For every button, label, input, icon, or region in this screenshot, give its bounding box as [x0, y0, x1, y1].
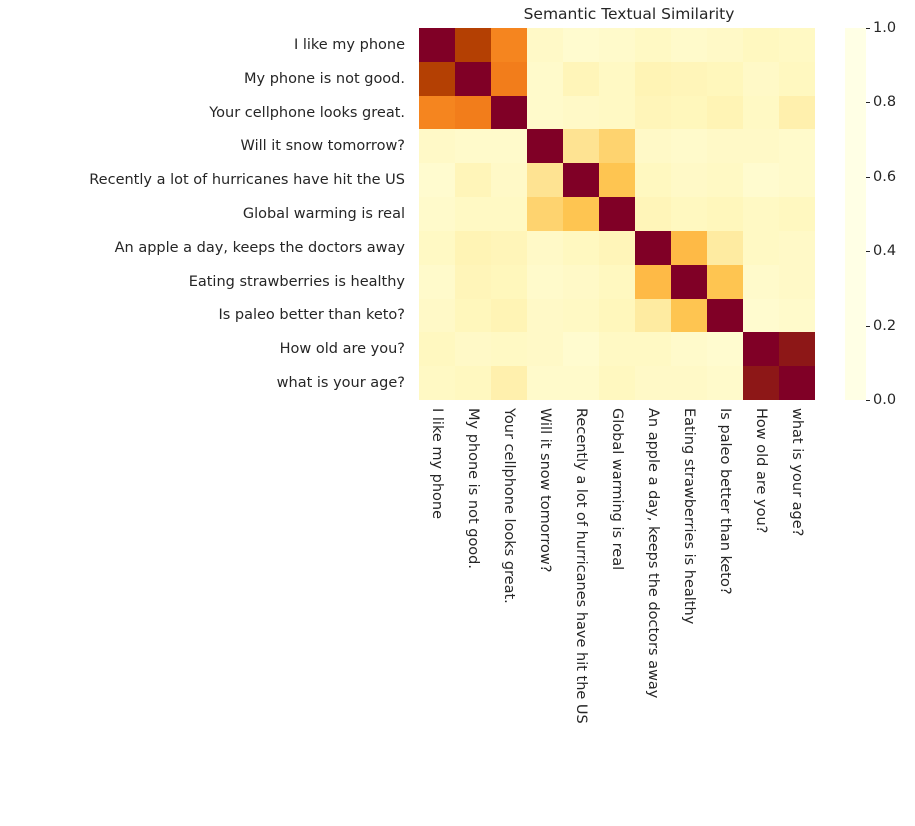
heatmap-cell [491, 197, 527, 231]
heatmap-cell [707, 62, 743, 96]
heatmap-cell [419, 366, 455, 400]
heatmap-cell [599, 231, 635, 265]
heatmap-cell [599, 265, 635, 299]
heatmap-cell [491, 96, 527, 130]
heatmap-cell [743, 163, 779, 197]
heatmap-cell [527, 197, 563, 231]
heatmap-cell [743, 366, 779, 400]
heatmap-cell [419, 62, 455, 96]
x-tick-label: Recently a lot of hurricanes have hit the US [573, 408, 589, 724]
x-tick-slot [779, 402, 815, 822]
y-tick-label: An apple a day, keeps the doctors away [114, 239, 405, 256]
heatmap-cell [671, 299, 707, 333]
heatmap-cell [779, 231, 815, 265]
heatmap-cell [563, 265, 599, 299]
heatmap-cell [743, 28, 779, 62]
y-tick-label: My phone is not good. [244, 70, 405, 87]
heatmap-cell [527, 299, 563, 333]
heatmap-cell [743, 129, 779, 163]
heatmap-cell [527, 96, 563, 130]
heatmap-cell [455, 129, 491, 163]
heatmap-cell [527, 62, 563, 96]
y-axis-tick-labels [0, 28, 412, 400]
colorbar-tick [866, 326, 870, 327]
heatmap-cell [707, 366, 743, 400]
heatmap-cell [419, 332, 455, 366]
x-tick-slot [599, 402, 635, 822]
heatmap-cell [599, 332, 635, 366]
colorbar-tick [866, 251, 870, 252]
heatmap-cell [707, 332, 743, 366]
heatmap-cell [635, 231, 671, 265]
heatmap-cell [635, 129, 671, 163]
heatmap-cell [779, 299, 815, 333]
heatmap-cell [527, 332, 563, 366]
heatmap-cell [707, 96, 743, 130]
heatmap-cell [671, 366, 707, 400]
heatmap-cell [455, 62, 491, 96]
heatmap-cell [707, 231, 743, 265]
heatmap-cell [671, 62, 707, 96]
colorbar-tick-label: 0.0 [873, 392, 897, 408]
colorbar-tick [866, 400, 870, 401]
colorbar-tick [866, 28, 870, 29]
heatmap-cell [527, 163, 563, 197]
heatmap-cell [743, 96, 779, 130]
y-tick-label: Eating strawberries is healthy [188, 273, 405, 290]
heatmap-cell [707, 28, 743, 62]
heatmap-cell [635, 62, 671, 96]
heatmap-cell [563, 197, 599, 231]
heatmap-cell [455, 231, 491, 265]
heatmap-cell [671, 332, 707, 366]
heatmap-cell [779, 163, 815, 197]
heatmap-cell [491, 62, 527, 96]
colorbar-tick-label: 1.0 [873, 20, 897, 36]
x-tick-label: How old are you? [753, 408, 769, 534]
heatmap-cell [707, 299, 743, 333]
heatmap-cell [563, 96, 599, 130]
heatmap-cell [779, 366, 815, 400]
heatmap-cell [743, 62, 779, 96]
y-tick-label: Recently a lot of hurricanes have hit the US [89, 172, 405, 189]
heatmap-cell [491, 28, 527, 62]
heatmap-cell [635, 163, 671, 197]
x-tick-label: Is paleo better than keto? [717, 408, 733, 595]
heatmap-cell [491, 265, 527, 299]
x-tick-label: Will it snow tomorrow? [537, 408, 553, 573]
x-tick-slot [635, 402, 671, 822]
heatmap-cell [671, 96, 707, 130]
heatmap-cell [707, 163, 743, 197]
y-tick-label: How old are you? [279, 341, 405, 358]
heatmap-cell [779, 197, 815, 231]
heatmap-cell [707, 265, 743, 299]
heatmap-cell [779, 129, 815, 163]
x-tick-slot [491, 402, 527, 822]
heatmap-cell [743, 231, 779, 265]
heatmap-cell [527, 28, 563, 62]
heatmap-cell [455, 332, 491, 366]
heatmap-cell [635, 28, 671, 62]
heatmap-cell [563, 332, 599, 366]
x-tick-label: I like my phone [429, 408, 445, 520]
heatmap-cell [491, 129, 527, 163]
heatmap-cell [671, 129, 707, 163]
heatmap-cell [779, 265, 815, 299]
heatmap-cell [455, 28, 491, 62]
y-tick-label: Will it snow tomorrow? [240, 138, 405, 155]
heatmap-cell [419, 299, 455, 333]
heatmap-cell [419, 231, 455, 265]
heatmap-cell [671, 197, 707, 231]
heatmap-cell [707, 129, 743, 163]
heatmap-cell [743, 332, 779, 366]
heatmap-cell [635, 96, 671, 130]
colorbar-tick-label: 0.4 [873, 243, 897, 260]
x-tick-slot [527, 402, 563, 822]
heatmap-cell [779, 332, 815, 366]
heatmap-cell [419, 197, 455, 231]
x-tick-label: Global warming is real [609, 408, 625, 571]
heatmap-cell [671, 231, 707, 265]
x-tick-slot [455, 402, 491, 822]
heatmap-cell [419, 96, 455, 130]
y-tick-label: what is your age? [276, 375, 405, 392]
heatmap-cell [635, 332, 671, 366]
heatmap-cell [635, 265, 671, 299]
heatmap-cell [707, 197, 743, 231]
heatmap-cell [635, 299, 671, 333]
heatmap-cell [455, 163, 491, 197]
colorbar [845, 20, 905, 408]
heatmap-cell [455, 265, 491, 299]
heatmap-cell [671, 163, 707, 197]
colorbar-tick-label: 0.2 [873, 317, 897, 334]
y-tick-label: Global warming is real [242, 205, 405, 222]
heatmap-cell [671, 28, 707, 62]
x-tick-slot [743, 402, 779, 822]
heatmap-cell [527, 265, 563, 299]
colorbar-tick [866, 102, 870, 103]
x-tick-label: My phone is not good. [465, 408, 481, 569]
heatmap-cell [527, 129, 563, 163]
y-tick-label: Your cellphone looks great. [209, 104, 405, 121]
heatmap-cell [491, 299, 527, 333]
heatmap-cell [527, 231, 563, 265]
x-tick-label: what is your age? [789, 408, 805, 537]
heatmap-cell [491, 332, 527, 366]
heatmap-cell [599, 28, 635, 62]
heatmap-cell [563, 231, 599, 265]
heatmap-cell [563, 62, 599, 96]
heatmap-cell [491, 231, 527, 265]
x-tick-slot [671, 402, 707, 822]
heatmap-cell [563, 163, 599, 197]
x-tick-label: Eating strawberries is healthy [681, 408, 697, 625]
x-tick-label: Your cellphone looks great. [501, 408, 517, 604]
heatmap-cell [563, 129, 599, 163]
heatmap-cell [455, 299, 491, 333]
heatmap-cell [599, 129, 635, 163]
heatmap-cell [743, 197, 779, 231]
heatmap-cell [491, 163, 527, 197]
heatmap-cell [455, 197, 491, 231]
page-title: Semantic Textual Similarity [523, 5, 735, 23]
heatmap-cell [743, 299, 779, 333]
heatmap-cell [599, 62, 635, 96]
colorbar-tick-label: 0.6 [873, 168, 897, 185]
heatmap-cell [563, 366, 599, 400]
heatmap-cell [563, 299, 599, 333]
heatmap-cell [599, 197, 635, 231]
heatmap-grid [419, 28, 815, 400]
heatmap-cell [455, 96, 491, 130]
heatmap-cell [563, 28, 599, 62]
heatmap-cell [779, 96, 815, 130]
heatmap-cell [419, 129, 455, 163]
heatmap-cell [419, 163, 455, 197]
heatmap-cell [599, 366, 635, 400]
heatmap-cell [599, 163, 635, 197]
heatmap-cell [779, 62, 815, 96]
heatmap-cell [491, 366, 527, 400]
heatmap-cell [599, 96, 635, 130]
heatmap-cell [635, 197, 671, 231]
heatmap-cell [419, 265, 455, 299]
x-tick-slot [563, 402, 599, 822]
x-tick-slot [707, 402, 743, 822]
heatmap-cell [635, 366, 671, 400]
x-tick-slot [419, 402, 455, 822]
heatmap-cell [527, 366, 563, 400]
x-tick-label: An apple a day, keeps the doctors away [645, 408, 661, 699]
heatmap-cell [419, 28, 455, 62]
colorbar-tick-label: 0.8 [873, 94, 897, 111]
heatmap-cell [455, 366, 491, 400]
colorbar-tick [866, 177, 870, 178]
heatmap-cell [599, 299, 635, 333]
x-axis-tick-labels [419, 402, 815, 822]
heatmap-cell [743, 265, 779, 299]
heatmap-cell [671, 265, 707, 299]
colorbar-gradient [845, 28, 866, 400]
heatmap-cell [779, 28, 815, 62]
y-tick-label: I like my phone [293, 36, 405, 53]
y-tick-label: Is paleo better than keto? [218, 307, 405, 324]
